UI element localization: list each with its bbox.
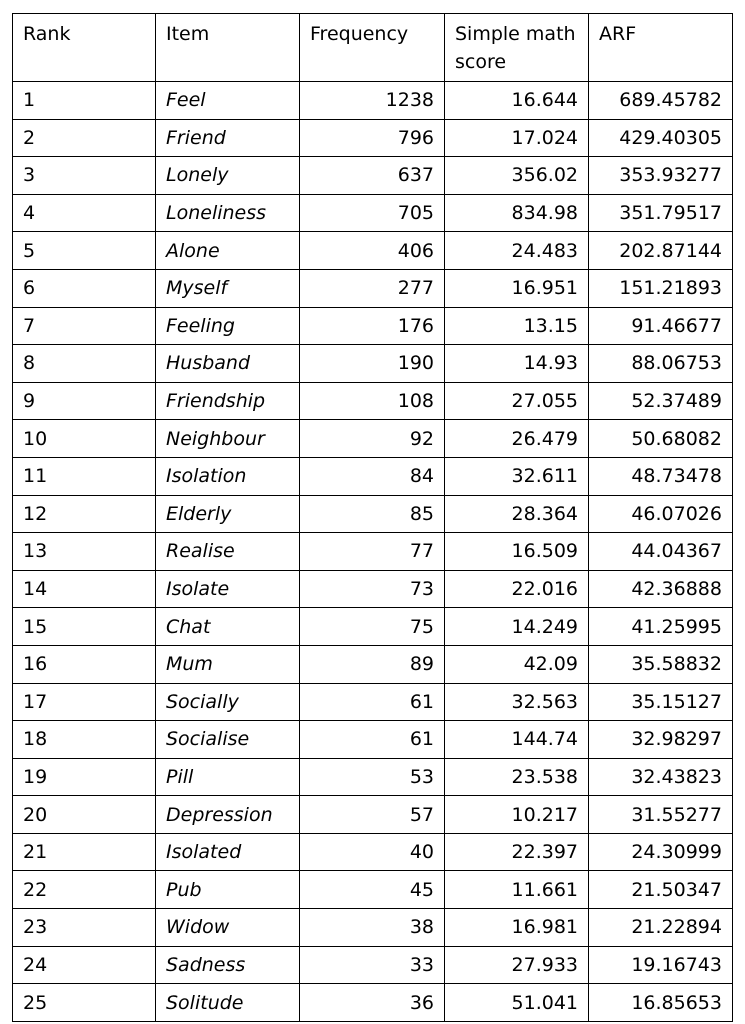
cell-simple-math-score: 28.364 bbox=[445, 495, 589, 533]
cell-simple-math-score: 32.563 bbox=[445, 683, 589, 721]
table-row bbox=[13, 608, 733, 646]
cell-simple-math-score: 42.09 bbox=[445, 645, 589, 683]
table-row bbox=[13, 345, 733, 383]
cell-frequency: 1238 bbox=[300, 82, 445, 120]
table-row bbox=[13, 833, 733, 871]
cell-arf: 353.93277 bbox=[589, 157, 733, 195]
cell-arf: 32.98297 bbox=[589, 721, 733, 759]
cell-frequency: 89 bbox=[300, 645, 445, 683]
cell-item: Pub bbox=[156, 871, 300, 909]
cell-rank: 20 bbox=[13, 796, 156, 834]
cell-simple-math-score: 10.217 bbox=[445, 796, 589, 834]
table-row bbox=[13, 909, 733, 947]
cell-item: Alone bbox=[156, 232, 300, 270]
cell-arf: 21.22894 bbox=[589, 909, 733, 947]
cell-arf: 48.73478 bbox=[589, 457, 733, 495]
cell-rank: 16 bbox=[13, 645, 156, 683]
cell-rank: 22 bbox=[13, 871, 156, 909]
cell-arf: 91.46677 bbox=[589, 307, 733, 345]
cell-simple-math-score: 11.661 bbox=[445, 871, 589, 909]
cell-item: Socially bbox=[156, 683, 300, 721]
cell-rank: 9 bbox=[13, 382, 156, 420]
cell-simple-math-score: 27.055 bbox=[445, 382, 589, 420]
cell-item: Loneliness bbox=[156, 194, 300, 232]
cell-simple-math-score: 23.538 bbox=[445, 758, 589, 796]
cell-frequency: 33 bbox=[300, 946, 445, 984]
cell-frequency: 40 bbox=[300, 833, 445, 871]
table-row bbox=[13, 457, 733, 495]
cell-arf: 42.36888 bbox=[589, 570, 733, 608]
cell-simple-math-score: 16.509 bbox=[445, 533, 589, 571]
cell-rank: 23 bbox=[13, 909, 156, 947]
cell-item: Pill bbox=[156, 758, 300, 796]
cell-arf: 50.68082 bbox=[589, 420, 733, 458]
cell-rank: 24 bbox=[13, 946, 156, 984]
cell-frequency: 57 bbox=[300, 796, 445, 834]
table-row bbox=[13, 984, 733, 1022]
cell-simple-math-score: 13.15 bbox=[445, 307, 589, 345]
cell-rank: 4 bbox=[13, 194, 156, 232]
table-row bbox=[13, 946, 733, 984]
cell-simple-math-score: 16.644 bbox=[445, 82, 589, 120]
cell-simple-math-score: 14.93 bbox=[445, 345, 589, 383]
cell-simple-math-score: 24.483 bbox=[445, 232, 589, 270]
cell-arf: 16.85653 bbox=[589, 984, 733, 1022]
table-row bbox=[13, 796, 733, 834]
cell-rank: 13 bbox=[13, 533, 156, 571]
table-row bbox=[13, 420, 733, 458]
cell-rank: 18 bbox=[13, 721, 156, 759]
cell-frequency: 176 bbox=[300, 307, 445, 345]
cell-arf: 46.07026 bbox=[589, 495, 733, 533]
cell-simple-math-score: 26.479 bbox=[445, 420, 589, 458]
cell-item: Lonely bbox=[156, 157, 300, 195]
cell-simple-math-score: 16.981 bbox=[445, 909, 589, 947]
cell-frequency: 84 bbox=[300, 457, 445, 495]
cell-frequency: 45 bbox=[300, 871, 445, 909]
cell-frequency: 53 bbox=[300, 758, 445, 796]
cell-frequency: 406 bbox=[300, 232, 445, 270]
table-row bbox=[13, 119, 733, 157]
cell-rank: 21 bbox=[13, 833, 156, 871]
table-row bbox=[13, 307, 733, 345]
table-row bbox=[13, 194, 733, 232]
cell-item: Sadness bbox=[156, 946, 300, 984]
cell-item: Solitude bbox=[156, 984, 300, 1022]
cell-frequency: 796 bbox=[300, 119, 445, 157]
keyword-ranking-table bbox=[12, 13, 733, 1022]
cell-simple-math-score: 27.933 bbox=[445, 946, 589, 984]
cell-rank: 15 bbox=[13, 608, 156, 646]
cell-arf: 35.58832 bbox=[589, 645, 733, 683]
cell-item: Friendship bbox=[156, 382, 300, 420]
cell-frequency: 36 bbox=[300, 984, 445, 1022]
cell-item: Neighbour bbox=[156, 420, 300, 458]
cell-simple-math-score: 14.249 bbox=[445, 608, 589, 646]
cell-item: Isolated bbox=[156, 833, 300, 871]
cell-rank: 3 bbox=[13, 157, 156, 195]
table-row bbox=[13, 645, 733, 683]
header-frequency: Frequency bbox=[300, 14, 445, 82]
cell-simple-math-score: 144.74 bbox=[445, 721, 589, 759]
cell-arf: 52.37489 bbox=[589, 382, 733, 420]
table-row bbox=[13, 157, 733, 195]
cell-simple-math-score: 51.041 bbox=[445, 984, 589, 1022]
cell-rank: 10 bbox=[13, 420, 156, 458]
cell-frequency: 73 bbox=[300, 570, 445, 608]
cell-item: Chat bbox=[156, 608, 300, 646]
cell-item: Feel bbox=[156, 82, 300, 120]
cell-item: Isolation bbox=[156, 457, 300, 495]
header-rank: Rank bbox=[13, 14, 156, 82]
cell-frequency: 637 bbox=[300, 157, 445, 195]
cell-arf: 151.21893 bbox=[589, 269, 733, 307]
cell-frequency: 190 bbox=[300, 345, 445, 383]
table-row bbox=[13, 758, 733, 796]
cell-arf: 21.50347 bbox=[589, 871, 733, 909]
cell-simple-math-score: 356.02 bbox=[445, 157, 589, 195]
table-row bbox=[13, 683, 733, 721]
cell-arf: 202.87144 bbox=[589, 232, 733, 270]
cell-item: Husband bbox=[156, 345, 300, 383]
table-row bbox=[13, 533, 733, 571]
cell-frequency: 85 bbox=[300, 495, 445, 533]
cell-item: Realise bbox=[156, 533, 300, 571]
table-row bbox=[13, 82, 733, 120]
table-row bbox=[13, 721, 733, 759]
table-row bbox=[13, 495, 733, 533]
cell-rank: 5 bbox=[13, 232, 156, 270]
table-row bbox=[13, 232, 733, 270]
cell-simple-math-score: 32.611 bbox=[445, 457, 589, 495]
cell-frequency: 75 bbox=[300, 608, 445, 646]
cell-item: Mum bbox=[156, 645, 300, 683]
cell-simple-math-score: 22.397 bbox=[445, 833, 589, 871]
cell-arf: 41.25995 bbox=[589, 608, 733, 646]
cell-rank: 2 bbox=[13, 119, 156, 157]
table-row bbox=[13, 382, 733, 420]
cell-frequency: 277 bbox=[300, 269, 445, 307]
header-arf: ARF bbox=[589, 14, 733, 82]
cell-frequency: 61 bbox=[300, 721, 445, 759]
cell-item: Friend bbox=[156, 119, 300, 157]
cell-arf: 24.30999 bbox=[589, 833, 733, 871]
cell-rank: 11 bbox=[13, 457, 156, 495]
cell-item: Depression bbox=[156, 796, 300, 834]
cell-arf: 32.43823 bbox=[589, 758, 733, 796]
cell-arf: 44.04367 bbox=[589, 533, 733, 571]
cell-frequency: 108 bbox=[300, 382, 445, 420]
cell-frequency: 77 bbox=[300, 533, 445, 571]
table-row bbox=[13, 871, 733, 909]
cell-frequency: 92 bbox=[300, 420, 445, 458]
cell-item: Myself bbox=[156, 269, 300, 307]
header-row bbox=[13, 14, 733, 82]
cell-simple-math-score: 16.951 bbox=[445, 269, 589, 307]
cell-arf: 19.16743 bbox=[589, 946, 733, 984]
cell-rank: 12 bbox=[13, 495, 156, 533]
cell-rank: 25 bbox=[13, 984, 156, 1022]
table-body bbox=[13, 82, 733, 1022]
cell-simple-math-score: 834.98 bbox=[445, 194, 589, 232]
header-item: Item bbox=[156, 14, 300, 82]
cell-item: Elderly bbox=[156, 495, 300, 533]
cell-rank: 6 bbox=[13, 269, 156, 307]
cell-simple-math-score: 17.024 bbox=[445, 119, 589, 157]
cell-simple-math-score: 22.016 bbox=[445, 570, 589, 608]
cell-frequency: 705 bbox=[300, 194, 445, 232]
cell-frequency: 38 bbox=[300, 909, 445, 947]
cell-rank: 1 bbox=[13, 82, 156, 120]
cell-rank: 7 bbox=[13, 307, 156, 345]
cell-rank: 17 bbox=[13, 683, 156, 721]
table-row bbox=[13, 269, 733, 307]
table-row bbox=[13, 570, 733, 608]
cell-item: Feeling bbox=[156, 307, 300, 345]
cell-item: Widow bbox=[156, 909, 300, 947]
header-simple-math-score: Simple math score bbox=[445, 14, 589, 82]
cell-arf: 88.06753 bbox=[589, 345, 733, 383]
cell-arf: 35.15127 bbox=[589, 683, 733, 721]
cell-frequency: 61 bbox=[300, 683, 445, 721]
cell-arf: 689.45782 bbox=[589, 82, 733, 120]
cell-rank: 14 bbox=[13, 570, 156, 608]
cell-item: Socialise bbox=[156, 721, 300, 759]
cell-arf: 351.79517 bbox=[589, 194, 733, 232]
cell-rank: 19 bbox=[13, 758, 156, 796]
cell-item: Isolate bbox=[156, 570, 300, 608]
cell-rank: 8 bbox=[13, 345, 156, 383]
cell-arf: 429.40305 bbox=[589, 119, 733, 157]
cell-arf: 31.55277 bbox=[589, 796, 733, 834]
